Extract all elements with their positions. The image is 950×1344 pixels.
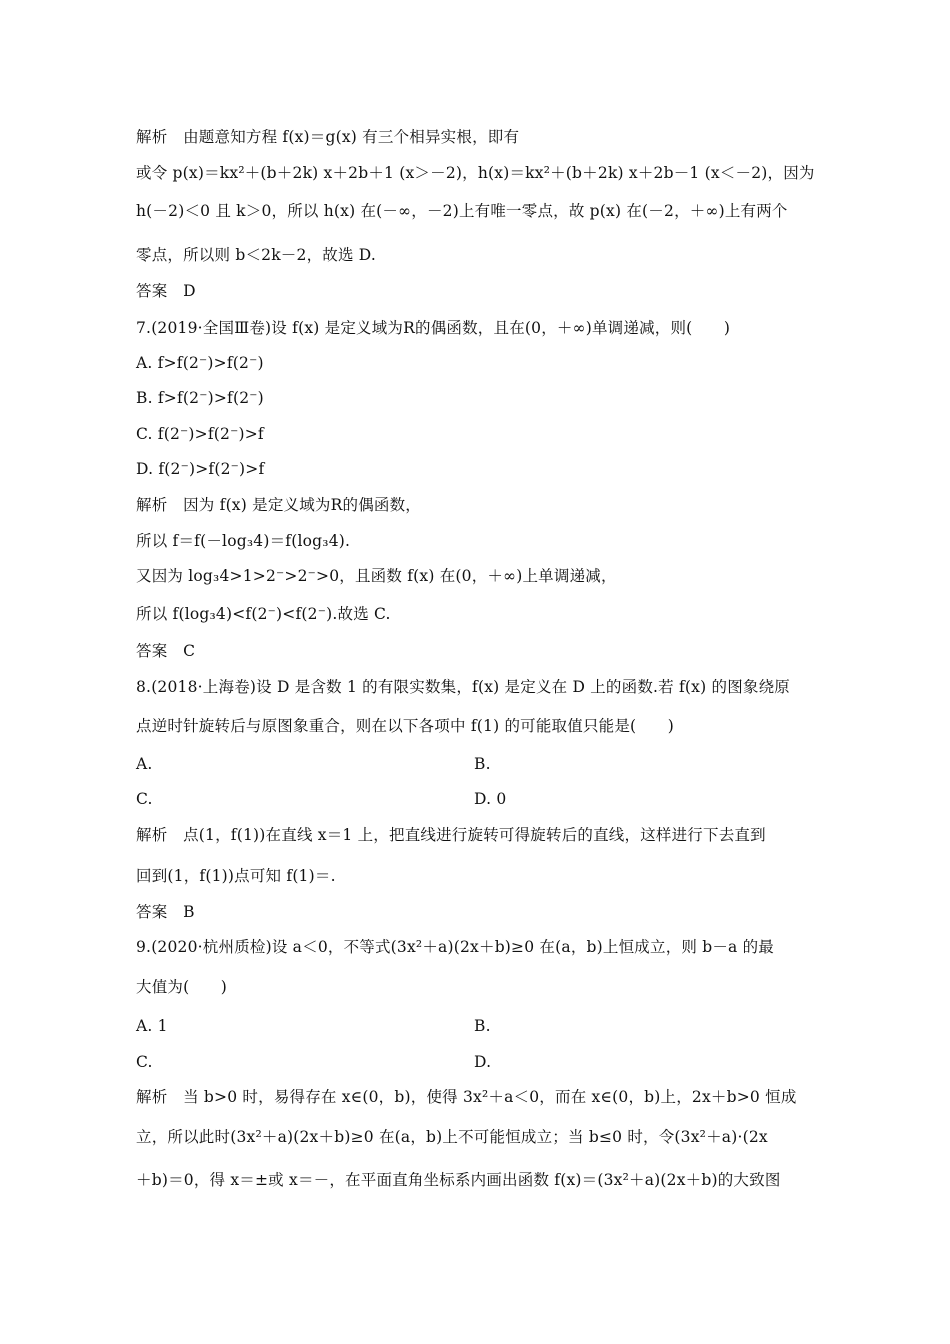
answer-line: 答案 D — [136, 282, 196, 300]
text-line: ＋b)＝0，得 x＝±或 x＝－，在平面直角坐标系内画出函数 f(x)＝(3x²＋a)(2x＋b)的大致图 — [136, 1171, 781, 1189]
text-line: 点逆时针旋转后与原图象重合，则在以下各项中 f(1) 的可能取值只能是( ) — [136, 717, 674, 735]
option-b: B. — [474, 755, 491, 773]
question-9: 9.(2020·杭州质检)设 a＜0，不等式(3x²＋a)(2x＋b)≥0 在(a，b)上恒成立，则 b－a 的最 — [136, 938, 775, 956]
text-line: 解析 由题意知方程 f(x)＝g(x) 有三个相异实根，即有 — [136, 128, 520, 146]
option-a: A. — [136, 755, 153, 773]
option-d: D. 0 — [474, 790, 507, 808]
question-8: 8.(2018·上海卷)设 D 是含数 1 的有限实数集，f(x) 是定义在 D 上的函数.若 f(x) 的图象绕原 — [136, 678, 790, 696]
text-line: 解析 因为 f(x) 是定义域为R的偶函数， — [136, 496, 421, 514]
answer-line: 答案 C — [136, 642, 196, 660]
option-c: C. f(2⁻)>f(2⁻)>f — [136, 425, 264, 443]
option-c: C. — [136, 1053, 153, 1071]
option-b: B. — [474, 1017, 491, 1035]
text-line: 又因为 log₃4>1>2⁻>2⁻>0，且函数 f(x) 在(0，＋∞)上单调递减， — [136, 567, 617, 585]
text-line: h(－2)＜0 且 k＞0，所以 h(x) 在(－∞，－2)上有唯一零点，故 p(x) 在(－2，＋∞)上有两个 — [136, 202, 788, 220]
question-7: 7.(2019·全国Ⅲ卷)设 f(x) 是定义域为R的偶函数，且在(0，＋∞)单调递减，则( ) — [136, 319, 731, 337]
text-line: 所以 f＝f(－log₃4)＝f(log₃4). — [136, 532, 351, 550]
text-line: 零点，所以则 b＜2k－2，故选 D. — [136, 246, 376, 264]
option-a: A. 1 — [136, 1017, 168, 1035]
text-line: 或令 p(x)＝kx²＋(b＋2k) x＋2b＋1 (x＞－2)，h(x)＝kx²＋(b＋2k) x＋2b－1 (x＜－2)，因为 — [136, 164, 815, 182]
text-line: 解析 点(1，f(1))在直线 x＝1 上，把直线进行旋转可得旋转后的直线，这样进行下去直到 — [136, 826, 766, 844]
text-line: 所以 f(log₃4)<f(2⁻)<f(2⁻).故选 C. — [136, 605, 391, 623]
text-line: 回到(1，f(1))点可知 f(1)＝. — [136, 867, 336, 885]
option-a: A. f>f(2⁻)>f(2⁻) — [136, 354, 264, 372]
option-d: D. — [474, 1053, 492, 1071]
option-b: B. f>f(2⁻)>f(2⁻) — [136, 389, 264, 407]
option-c: C. — [136, 790, 153, 808]
answer-line: 答案 B — [136, 903, 195, 921]
text-line: 大值为( ) — [136, 978, 227, 996]
option-d: D. f(2⁻)>f(2⁻)>f — [136, 460, 265, 478]
text-line: 立，所以此时(3x²＋a)(2x＋b)≥0 在(a，b)上不可能恒成立；当 b≤0 时，令(3x²＋a)·(2x — [136, 1128, 768, 1146]
text-line: 解析 当 b>0 时，易得存在 x∈(0，b)，使得 3x²＋a＜0，而在 x∈(0，b)上，2x＋b>0 恒成 — [136, 1088, 797, 1106]
